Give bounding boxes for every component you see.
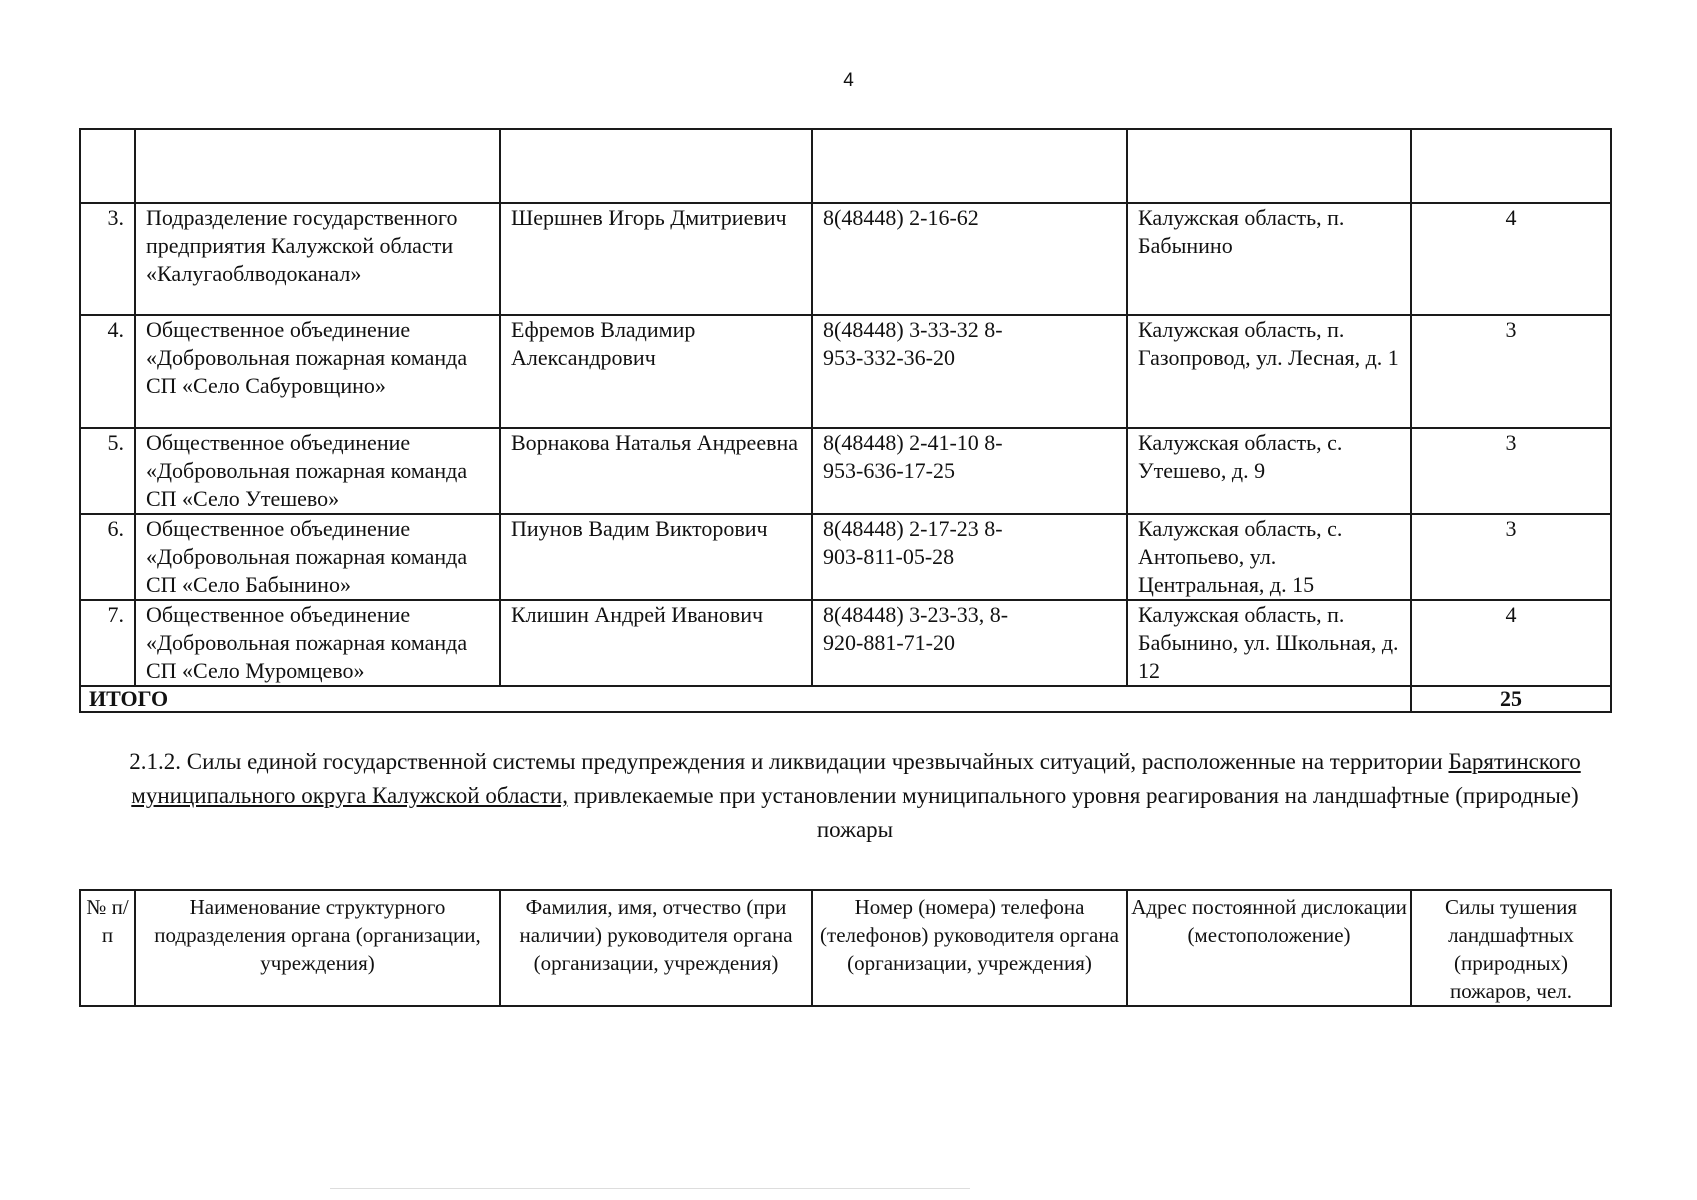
phone-numbers-text: 8(48448) 2-17-23 8-903-811-05-28 bbox=[823, 516, 1003, 569]
row-number: 7. bbox=[80, 600, 135, 686]
phone-numbers-text: 8(48448) 3-23-33, 8-920-881-71-20 bbox=[823, 602, 1009, 655]
phone-numbers bbox=[812, 428, 1127, 514]
row-number: 6. bbox=[80, 514, 135, 600]
total-value: 25 bbox=[1411, 686, 1611, 712]
forces-count: 4 bbox=[1411, 600, 1611, 686]
head-name: Ворнакова Наталья Андреевна bbox=[500, 428, 812, 514]
section-text-after: привлекаемые при установлении муниципального уровня реагирования на ландшафтные (природные) пожары bbox=[573, 783, 1579, 842]
phone-numbers: 8(48448) 2-16-62 bbox=[812, 203, 1127, 315]
phone-numbers bbox=[812, 514, 1127, 600]
section-text-underlined: Барятинского муниципального округа Калужской области, bbox=[131, 749, 1581, 808]
address: Калужская область, п. Газопровод, ул. Лесная, д. 1 bbox=[1127, 315, 1411, 428]
table-row bbox=[80, 514, 1611, 600]
section-number: 2.1.2. bbox=[129, 749, 181, 774]
table-row bbox=[80, 428, 1611, 514]
column-header-number: № п/п bbox=[80, 890, 135, 1006]
forces-count: 3 bbox=[1411, 315, 1611, 428]
phone-numbers bbox=[812, 315, 1127, 428]
table-row bbox=[80, 315, 1611, 428]
total-row bbox=[80, 686, 1611, 712]
head-name: Пиунов Вадим Викторович bbox=[500, 514, 812, 600]
total-label: ИТОГО bbox=[80, 686, 1411, 712]
row-number: 5. bbox=[80, 428, 135, 514]
organization-name: Общественное объединение «Добровольная пожарная команда СП «Село Утешево» bbox=[135, 428, 500, 514]
address: Калужская область, п. Бабынино bbox=[1127, 203, 1411, 315]
head-name: Шершнев Игорь Дмитриевич bbox=[500, 203, 812, 315]
forces-count: 4 bbox=[1411, 203, 1611, 315]
table-continuation-row bbox=[80, 129, 1611, 203]
column-header-forces: Силы тушения ландшафтных (природных) пожаров, чел. bbox=[1411, 890, 1611, 1006]
page-number: 4 bbox=[843, 70, 854, 91]
phone-numbers bbox=[812, 600, 1127, 686]
organization-name: Общественное объединение «Добровольная пожарная команда СП «Село Сабуровщино» bbox=[135, 315, 500, 428]
organization-name: Общественное объединение «Добровольная пожарная команда СП «Село Муромцево» bbox=[135, 600, 500, 686]
forces-count: 3 bbox=[1411, 428, 1611, 514]
table-row bbox=[80, 203, 1611, 315]
table-row bbox=[80, 600, 1611, 686]
forces-count: 3 bbox=[1411, 514, 1611, 600]
column-header-head: Фамилия, имя, отчество (при наличии) руководителя органа (организации, учреждения) bbox=[500, 890, 812, 1006]
column-header-organization: Наименование структурного подразделения органа (организации, учреждения) bbox=[135, 890, 500, 1006]
address: Калужская область, п. Бабынино, ул. Школьная, д. 12 bbox=[1127, 600, 1411, 686]
section-text-before: Силы единой государственной системы предупреждения и ликвидации чрезвычайных ситуаций, расположенные на территории bbox=[186, 749, 1443, 774]
column-header-address: Адрес постоянной дислокации (местоположение) bbox=[1127, 890, 1411, 1006]
head-name: Клишин Андрей Иванович bbox=[500, 600, 812, 686]
organization-name: Подразделение государственного предприятия Калужской области «Калугаоблводоканал» bbox=[135, 203, 500, 315]
phone-numbers-text: 8(48448) 2-41-10 8-953-636-17-25 bbox=[823, 430, 1003, 483]
head-name: Ефремов Владимир Александрович bbox=[500, 315, 812, 428]
organization-name: Общественное объединение «Добровольная пожарная команда СП «Село Бабынино» bbox=[135, 514, 500, 600]
address: Калужская область, с. Антопьево, ул. Центральная, д. 15 bbox=[1127, 514, 1411, 600]
row-number: 3. bbox=[80, 203, 135, 315]
scan-artifact-line bbox=[330, 1188, 970, 1189]
header-table bbox=[79, 889, 1612, 1007]
column-header-phone: Номер (номера) телефона (телефонов) руководителя органа (организации, учреждения) bbox=[812, 890, 1127, 1006]
table-header-row bbox=[80, 890, 1611, 1006]
row-number: 4. bbox=[80, 315, 135, 428]
section-heading bbox=[110, 745, 1600, 847]
address: Калужская область, с. Утешево, д. 9 bbox=[1127, 428, 1411, 514]
phone-numbers-text: 8(48448) 3-33-32 8-953-332-36-20 bbox=[823, 317, 1003, 370]
forces-table bbox=[79, 128, 1612, 713]
